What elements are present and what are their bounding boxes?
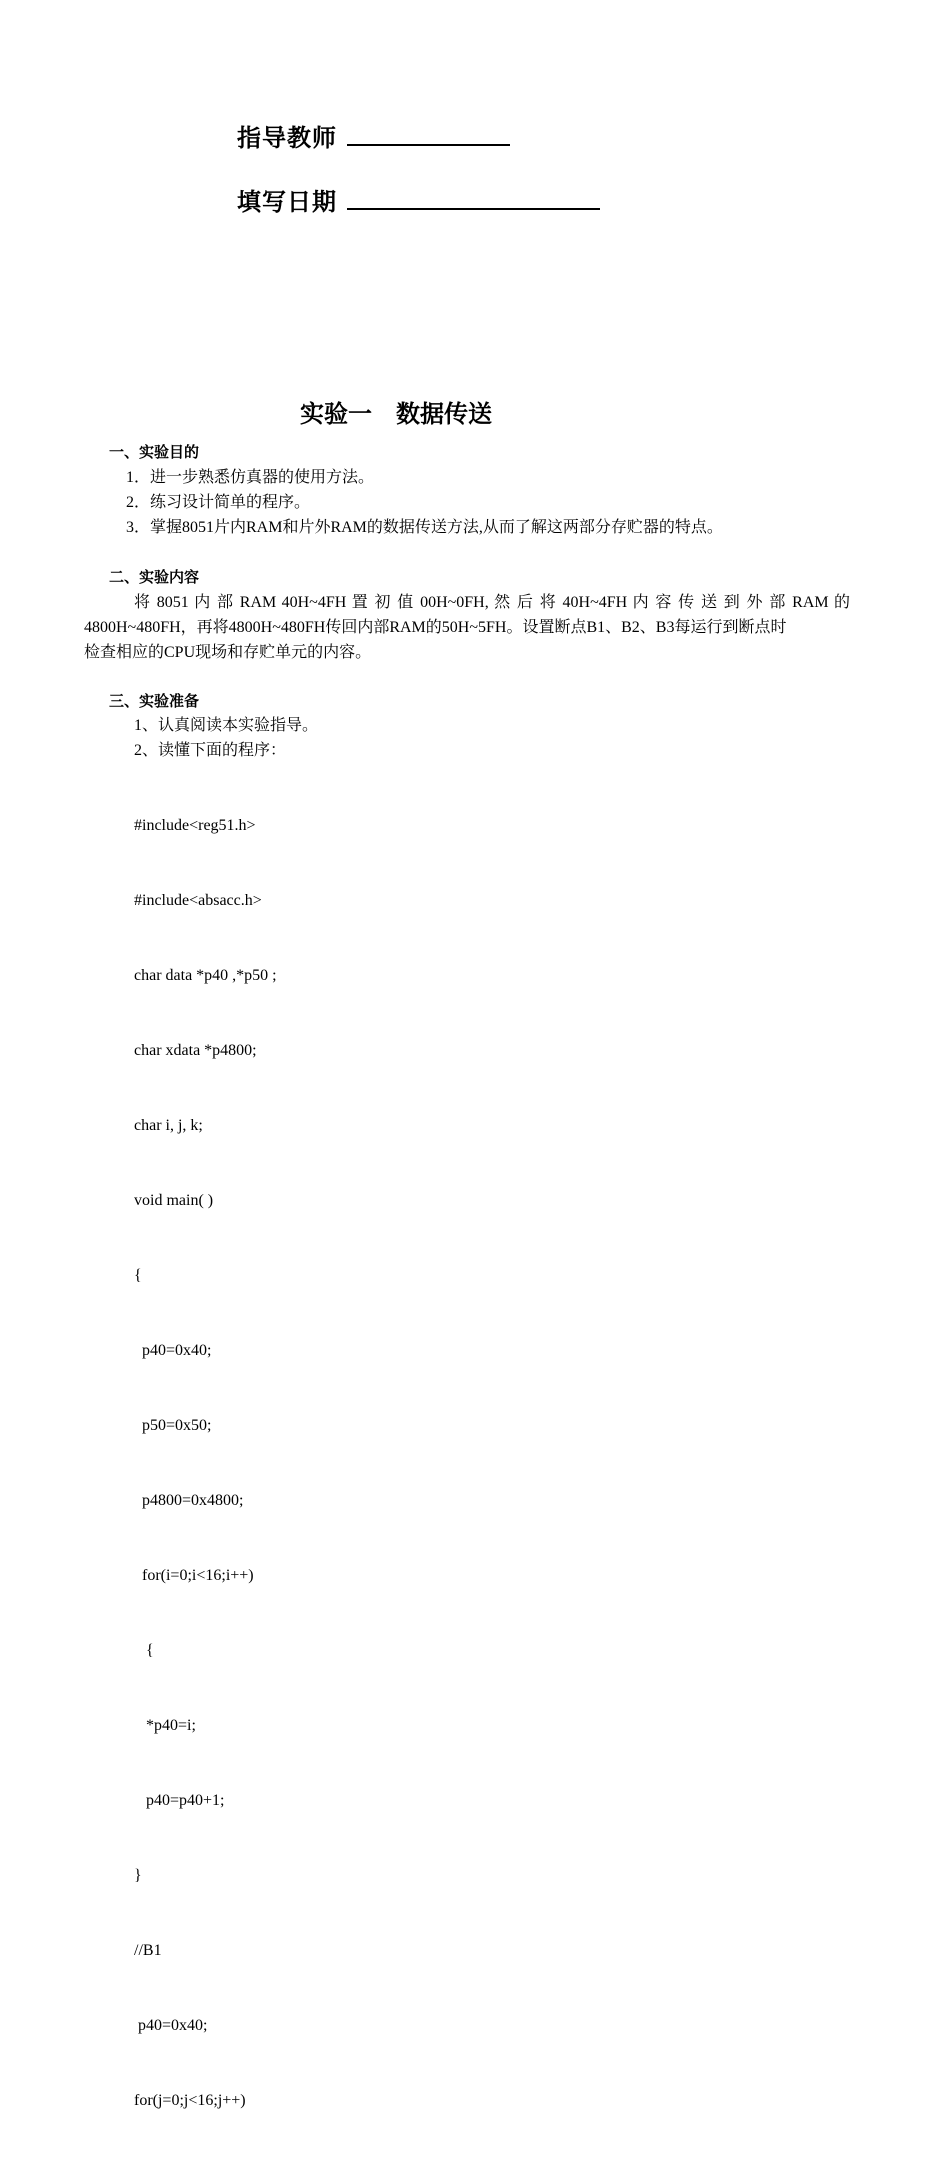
code-line: #include<reg51.h>: [134, 817, 256, 834]
experiment-title: 实验一 数据传送: [300, 400, 492, 428]
code-line: {: [134, 1267, 142, 1284]
section1-heading: 一、实验目的: [109, 443, 200, 461]
date-blank: [347, 186, 600, 210]
section2-paragraph: [84, 590, 850, 665]
code-line: {: [134, 1642, 154, 1659]
teacher-blank: [347, 122, 510, 146]
code-line: void main( ): [134, 1192, 214, 1209]
code-line: char xdata *p4800;: [134, 1042, 257, 1059]
code-line: char data *p40 ,*p50 ;: [134, 967, 277, 984]
date-label: 填写日期: [237, 188, 337, 216]
teacher-line: [237, 122, 510, 153]
section3-item-2: 2、读懂下面的程序：: [134, 742, 287, 759]
teacher-label: 指导教师: [237, 124, 337, 152]
code-line: p4800=0x4800;: [134, 1492, 244, 1509]
paragraph-line: 检查相应的CPU现场和存贮单元的内容。: [84, 644, 372, 661]
code-line: for(j=0;j<16;j++): [134, 2092, 246, 2109]
code-line: #include<absacc.h>: [134, 892, 262, 909]
paragraph-line: 将 8051 内 部 RAM 40H~4FH 置 初 值 00H~0FH, 然 后 将 40H~4FH 内 容 传 送 到 外 部 RAM 的: [134, 594, 850, 611]
section1-item-1: 1．进一步熟悉仿真器的使用方法。: [126, 469, 375, 486]
section1-item-2: 2．练习设计简单的程序。: [126, 494, 311, 511]
date-line: [237, 186, 600, 217]
code-line: p50=0x50;: [134, 1417, 212, 1434]
section2-heading: 二、实验内容: [109, 568, 200, 586]
code-line: p40=0x40;: [134, 1342, 212, 1359]
code-line: }: [134, 1867, 142, 1884]
code-listing: [134, 763, 277, 2163]
code-line: for(i=0;i<16;i++): [134, 1567, 254, 1584]
section3-item-1: 1、认真阅读本实验指导。: [134, 717, 319, 734]
code-line: //B1: [134, 1942, 162, 1959]
code-line: char i, j, k;: [134, 1117, 203, 1134]
code-line: *p40=i;: [134, 1717, 196, 1734]
paragraph-line: 4800H~480FH，再将4800H~480FH传回内部RAM的50H~5FH。设置断点B1、B2、B3每运行到断点时: [84, 619, 787, 636]
code-line: p40=0x40;: [134, 2017, 208, 2034]
section3-heading: 三、实验准备: [109, 692, 200, 710]
code-line: p40=p40+1;: [134, 1792, 225, 1809]
section1-item-3: 3．掌握8051片内RAM和片外RAM的数据传送方法,从而了解这两部分存贮器的特点。: [126, 519, 723, 536]
